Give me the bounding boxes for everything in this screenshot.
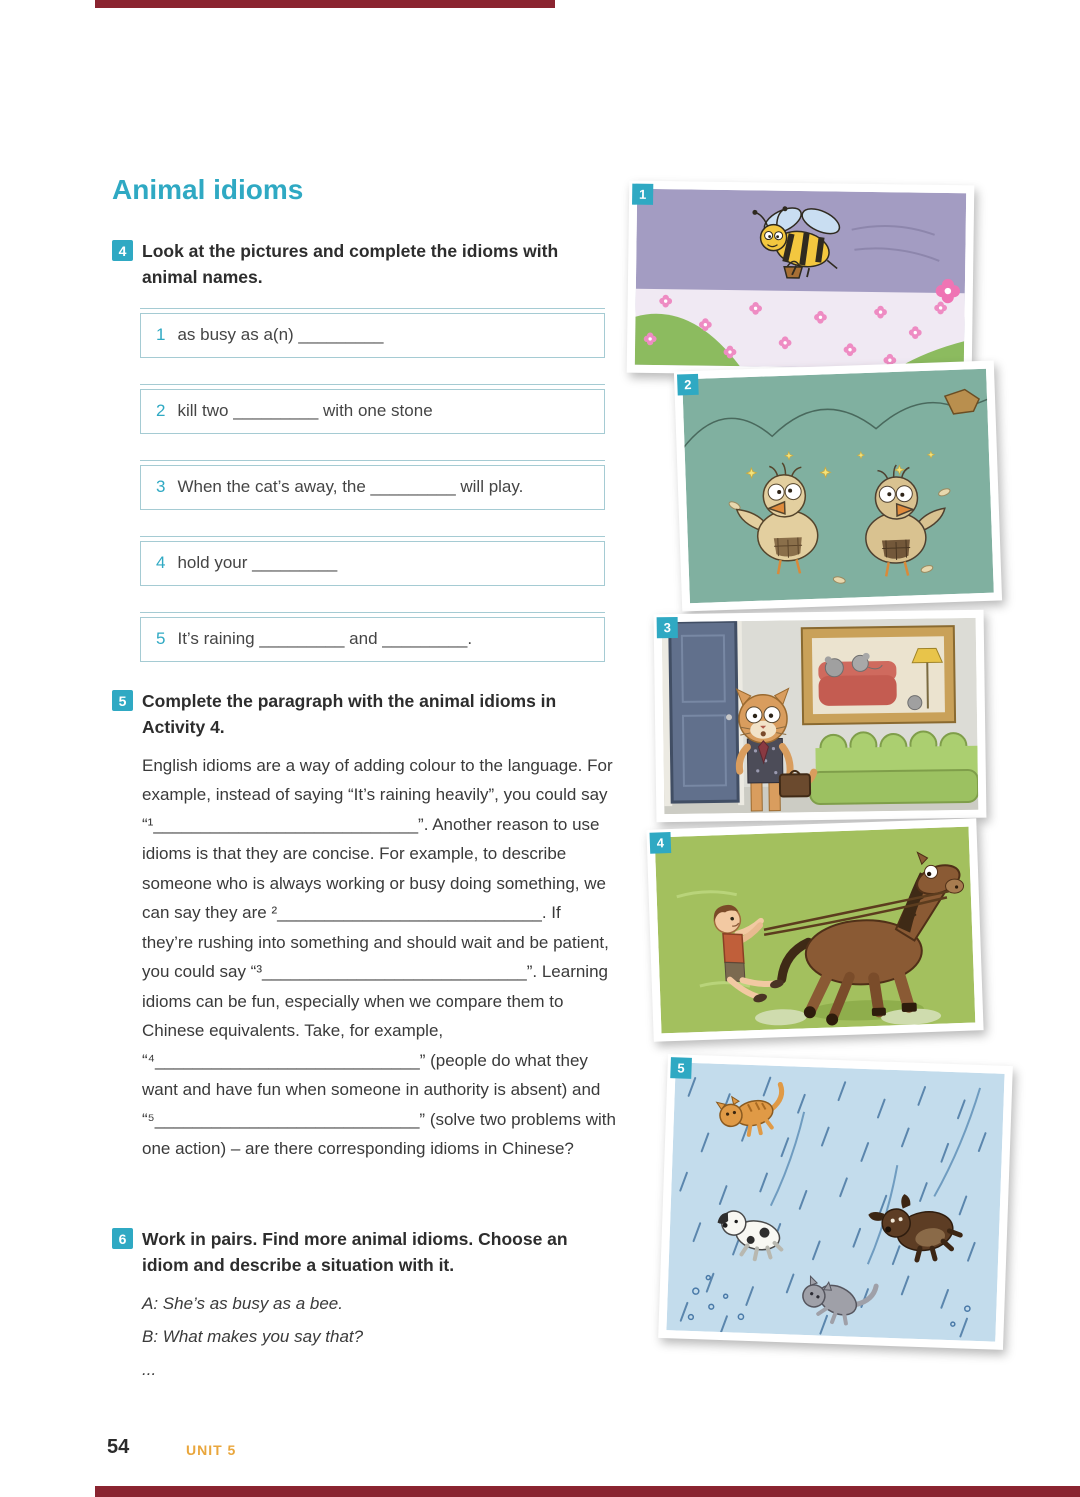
idiom-box-4 bbox=[140, 541, 605, 586]
idiom-box-5 bbox=[140, 617, 605, 662]
idiom-text: kill two _________ with one stone bbox=[177, 401, 433, 420]
activity-5-paragraph: English idioms are a way of adding colour to the language. For example, instead of saying “It’s raining heavily”, you could say “¹____________________________”. Another reason to use idioms is that they are concise. For example, to describe someone who is always working or busy doing something, we can say they are ²____________________________. If they’re rushing into something and should wait and be patient, you could say “³____________________________”. Learning idioms can be fun, especially when we compare them to Chinese equivalents. Take, for example, “⁴____________________________” (people do what they want and have fun when someone in authority is absent) and “⁵____________________________” (solve two problems with one action) – are there corresponding idioms in Chinese? bbox=[142, 755, 616, 1158]
picture-2-number: 2 bbox=[677, 374, 699, 396]
page-title: Animal idioms bbox=[112, 174, 304, 205]
picture-1-number: 1 bbox=[632, 184, 653, 205]
birds-stone-illustration bbox=[682, 369, 994, 603]
idiom-item-3 bbox=[140, 460, 605, 510]
door bbox=[662, 621, 745, 806]
picture-card-3 bbox=[654, 610, 987, 823]
idiom-item-2 bbox=[140, 384, 605, 434]
idiom-item-1 bbox=[140, 308, 605, 358]
idiom-text: as busy as a(n) _________ bbox=[177, 325, 384, 344]
top-maroon-bar bbox=[95, 0, 555, 8]
green-sofa bbox=[809, 731, 978, 804]
idiom-box-2 bbox=[140, 389, 605, 434]
idiom-text: hold your _________ bbox=[177, 553, 338, 572]
idiom-text: It’s raining _________ and _________. bbox=[177, 629, 473, 648]
bee-illustration bbox=[635, 189, 966, 370]
unit-label: UNIT 5 bbox=[186, 1442, 237, 1458]
page-number: 54 bbox=[107, 1436, 130, 1458]
boy-horse-illustration bbox=[655, 827, 976, 1034]
picture-3-number: 3 bbox=[657, 617, 678, 638]
idiom-number: 2 bbox=[156, 401, 166, 420]
activity-4-badge: 4 bbox=[112, 240, 133, 261]
activity-5-badge: 5 bbox=[112, 690, 133, 711]
raining-cats-dogs-illustration bbox=[666, 1062, 1004, 1341]
activity-6-badge: 6 bbox=[112, 1228, 133, 1249]
idiom-item-4 bbox=[140, 536, 605, 586]
picture-card-5 bbox=[658, 1054, 1013, 1350]
activity-4 bbox=[112, 238, 632, 688]
picture-card-2 bbox=[674, 360, 1002, 611]
idiom-list bbox=[140, 308, 605, 662]
idiom-number: 5 bbox=[156, 629, 166, 648]
briefcase bbox=[780, 774, 810, 796]
picture-5-number: 5 bbox=[670, 1057, 692, 1079]
mice-painting bbox=[802, 626, 955, 724]
activity-5 bbox=[112, 688, 642, 1164]
dialogue-ellipsis: ... bbox=[142, 1359, 157, 1379]
activity-6 bbox=[112, 1226, 642, 1386]
activity-6-instruction: Work in pairs. Find more animal idioms. Choose an idiom and describe a situation with it. bbox=[142, 1229, 568, 1276]
picture-card-1 bbox=[627, 181, 975, 378]
bottom-maroon-bar bbox=[95, 1486, 1080, 1497]
idiom-number: 3 bbox=[156, 477, 166, 496]
picture-card-4 bbox=[646, 818, 983, 1041]
idiom-item-5 bbox=[140, 612, 605, 662]
activity-6-dialogue bbox=[142, 1287, 642, 1386]
activity-5-instruction: Complete the paragraph with the animal idioms in Activity 4. bbox=[142, 691, 557, 738]
idiom-box-3 bbox=[140, 465, 605, 510]
dialogue-line-b: B: What makes you say that? bbox=[142, 1326, 364, 1346]
idiom-box-1 bbox=[140, 313, 605, 358]
dialogue-line-a: A: She’s as busy as a bee. bbox=[142, 1293, 343, 1313]
idiom-number: 4 bbox=[156, 553, 166, 572]
idiom-text: When the cat’s away, the _________ will play. bbox=[177, 477, 524, 496]
activity-4-instruction: Look at the pictures and complete the idioms with animal names. bbox=[142, 241, 559, 288]
picture-4-number: 4 bbox=[650, 832, 672, 854]
cat-living-room-illustration bbox=[662, 618, 979, 814]
idiom-number: 1 bbox=[156, 325, 166, 344]
